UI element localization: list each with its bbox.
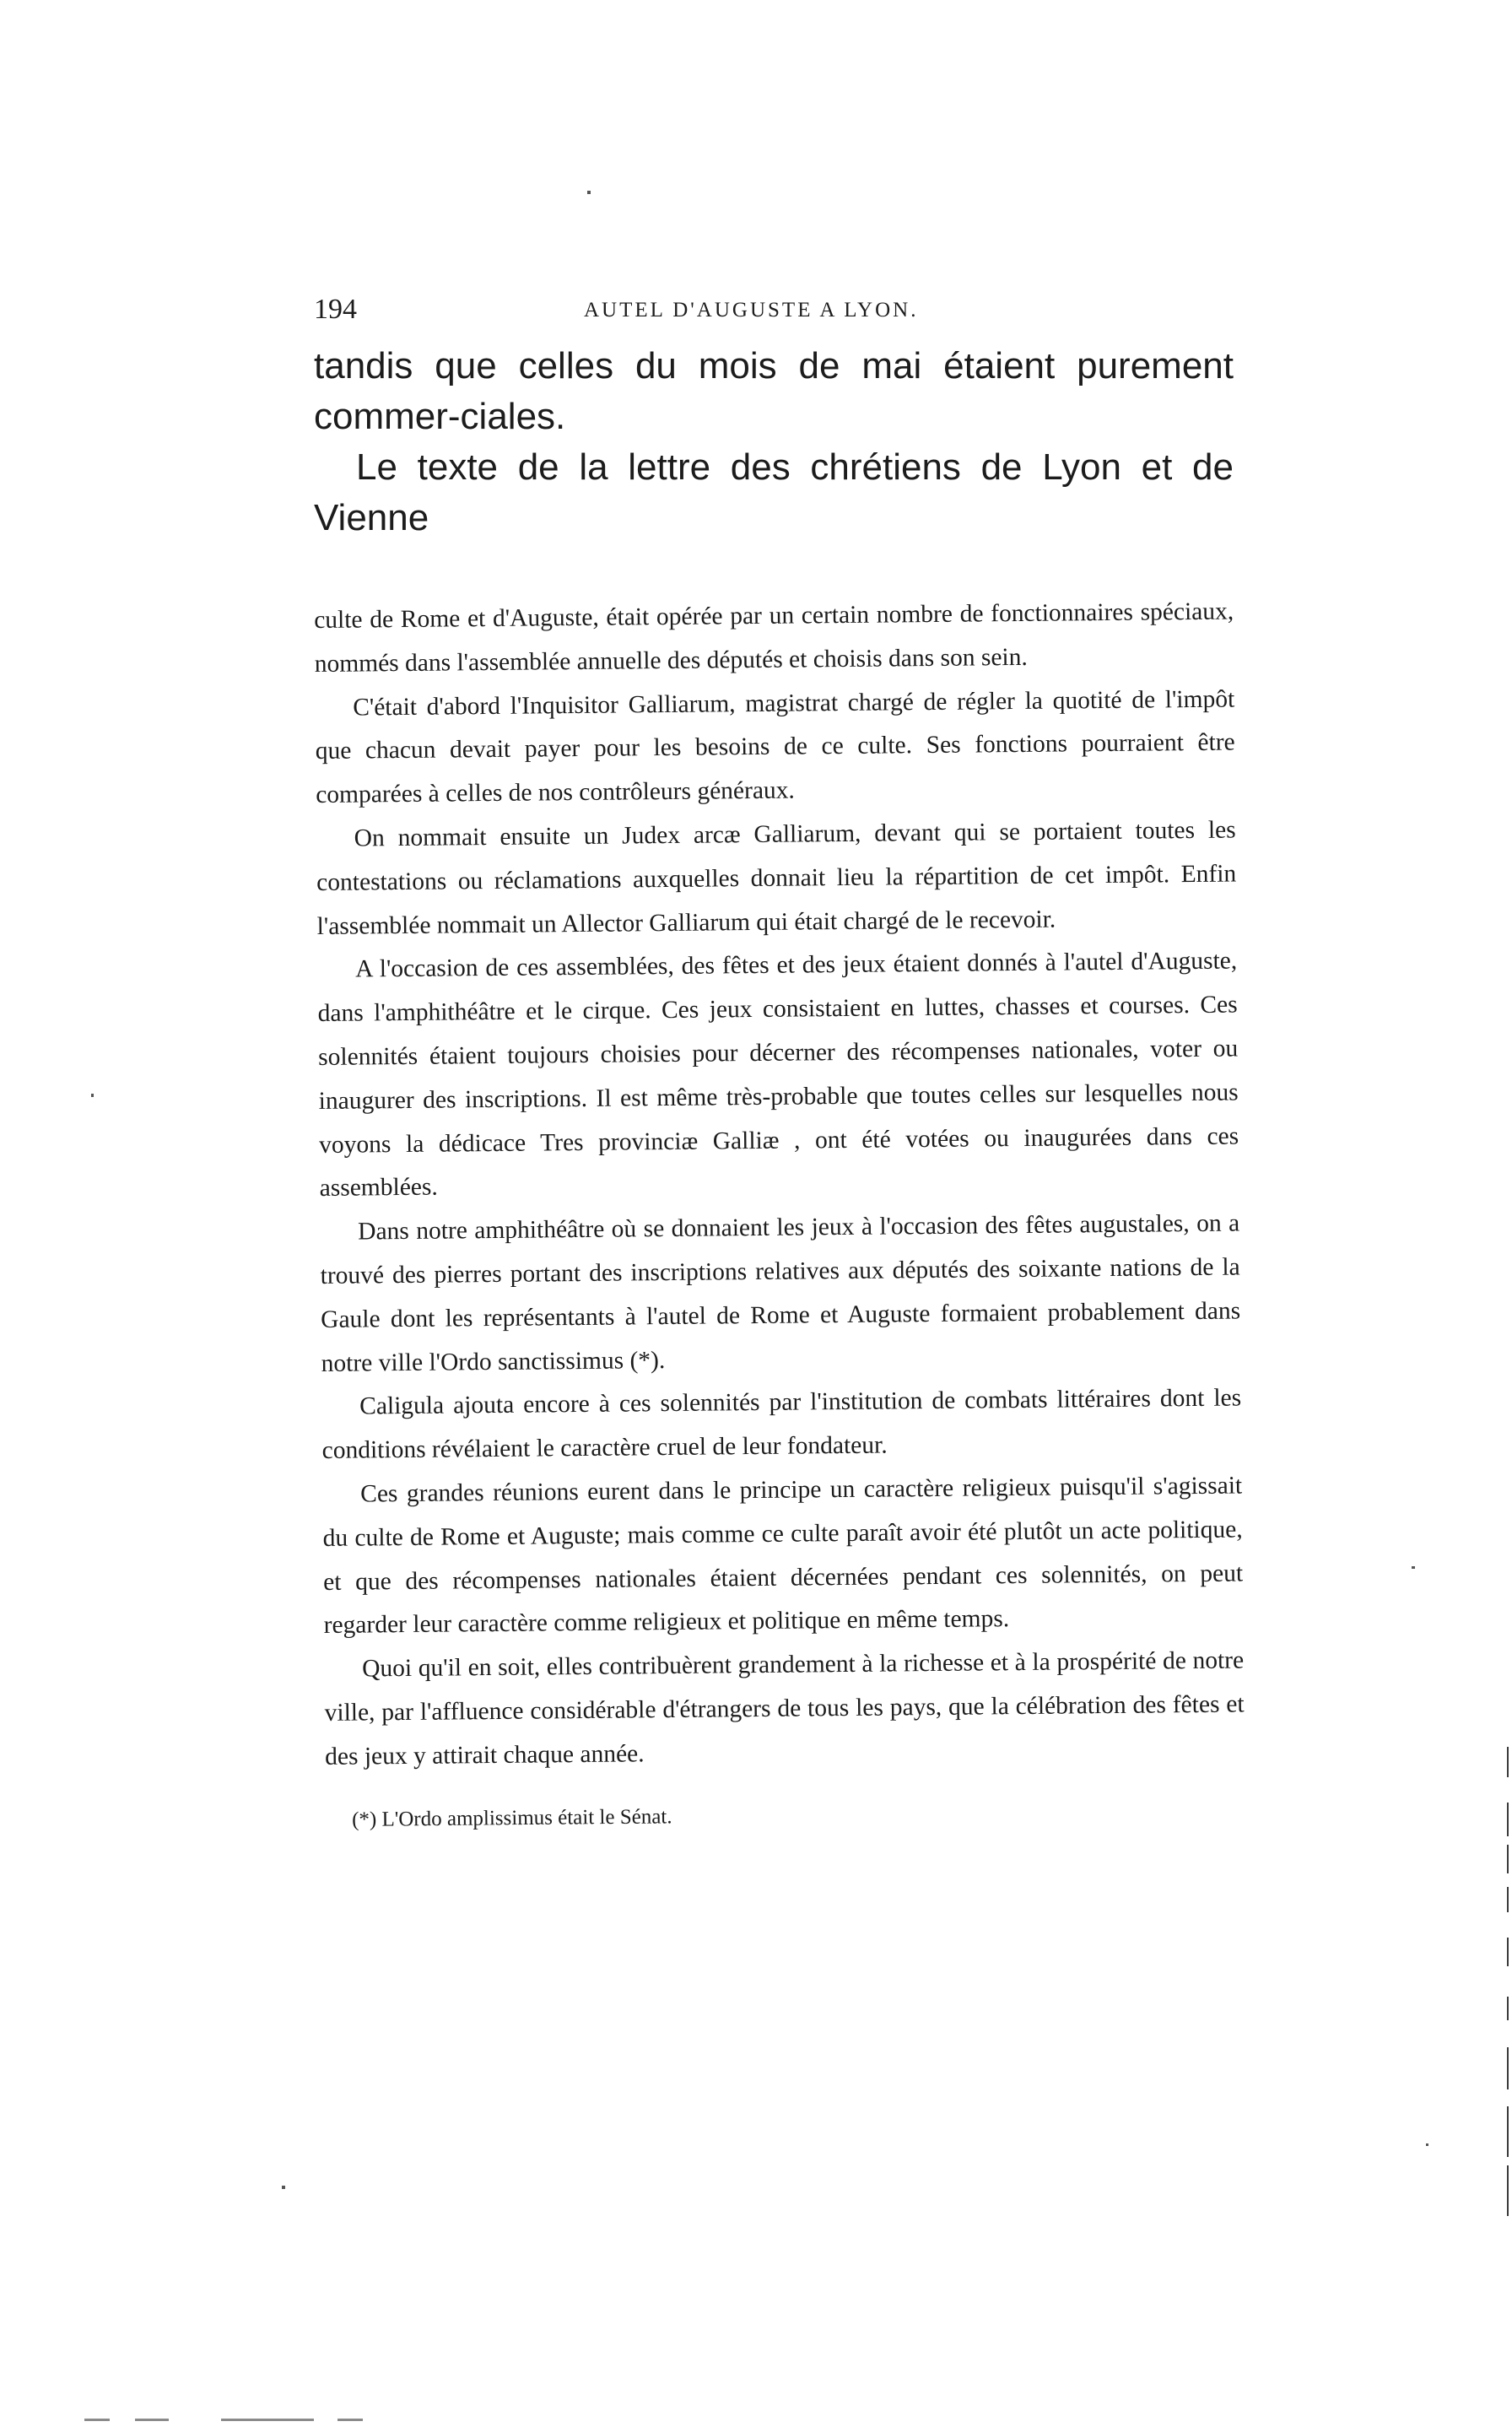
running-head [314, 287, 1234, 338]
scan-bottom-rule [135, 2419, 169, 2421]
scan-margin-mark [1507, 2165, 1509, 2216]
paragraph-8: Quoi qu'il en soit, elles contribuèrent grandement à la richesse et à la prospérité de notre ville, par l'affluence considérable d'étrangers de tous les pays, que la célébration des fêtes et des jeux y attirait chaque année. [324, 1646, 1245, 1770]
scan-margin-mark [1507, 1747, 1509, 1777]
page-number: 194 [314, 294, 357, 325]
scan-speck [1412, 1566, 1415, 1569]
scan-margin-mark [1507, 1803, 1509, 1836]
scan-margin-mark [1507, 2106, 1509, 2157]
scan-bottom-rule [221, 2419, 314, 2421]
scan-speck [91, 1094, 94, 1097]
body-text [314, 591, 1245, 1780]
scan-speck [1426, 2143, 1428, 2146]
scan-bottom-rule [338, 2419, 363, 2421]
paragraph-2: C'était d'abord l'Inquisitor Galliarum, magistrat chargé de régler la quotité de l'impôt que chacun devait payer pour les besoins de ce culte. Ses fonctions pourraient être comparées à celles de nos contrôleurs généraux. [315, 685, 1235, 809]
scan-speck [587, 191, 591, 194]
paragraph-7: Ces grandes réunions eurent dans le principe un caractère religieux puisqu'il s'agissait du culte de Rome et Auguste; mais comme ce culte paraît avoir été plutôt un acte politique, et que des récompenses nationales étaient décernées pendant ces solennités, on peut regarder leur caractère comme religieux et politique en même temps. [322, 1472, 1244, 1640]
paragraph-4: A l'occasion de ces assemblées, des fêtes et des jeux étaient donnés à l'autel d'Auguste, dans l'amphithéâtre et le cirque. Ces jeux consistaient en luttes, chasses et courses. Ces solennités étaient toujours choisies pour décerner des récompenses nationales, voter ou inaugurer des inscriptions. Il est même très-probable que toutes celles sur lesquelles nous voyons la dédicace Tres provinciæ Galliæ , ont été votées ou inaugurées dans ces assemblées. [317, 947, 1239, 1203]
intro-line-1: tandis que celles du mois de mai étaient purement commer-ciales. [314, 345, 1234, 437]
scan-margin-mark [1507, 1997, 1509, 2020]
scan-margin-mark [1507, 1887, 1509, 1912]
paragraph-1: culte de Rome et d'Auguste, était opérée par un certain nombre de fonctionnaires spéciaux, nommés dans l'assemblée annuelle des députés et choisis dans son sein. [314, 597, 1234, 678]
scan-bottom-rule [84, 2419, 110, 2421]
paragraph-6: Caligula ajouta encore à ces solennités par l'institution de combats littéraires dont les conditions révélaient le caractère cruel de leur fondateur. [321, 1384, 1242, 1465]
document-page [314, 287, 1245, 1832]
running-title: AUTEL D'AUGUSTE A LYON. [584, 299, 919, 322]
intro-line-2: Le texte de la lettre des chrétiens de Lyon et de Vienne [314, 446, 1234, 538]
scan-margin-mark [1507, 2047, 1509, 2089]
scan-margin-mark [1507, 1845, 1509, 1873]
footnote: (*) L'Ordo amplissimus était le Sénat. [352, 1804, 672, 1831]
paragraph-5: Dans notre amphithéâtre où se donnaient les jeux à l'occasion des fêtes augustales, on a trouvé des pierres portant des inscriptions relatives aux députés des soixante nations de la Gaule dont les représentants à l'autel de Rome et Auguste formaient probablement dans notre ville l'Ordo sanctissimus (*). [320, 1209, 1241, 1377]
scan-speck [282, 2186, 285, 2189]
scan-margin-mark [1507, 1938, 1509, 1966]
typed-insert [314, 341, 1234, 543]
paragraph-3: On nommait ensuite un Judex arcæ Galliarum, devant qui se portaient toutes les contestations ou réclamations auxquelles donnait lieu la répartition de cet impôt. Enfin l'assemblée nommait un Allector Galliarum qui était chargé de le recevoir. [316, 816, 1237, 940]
